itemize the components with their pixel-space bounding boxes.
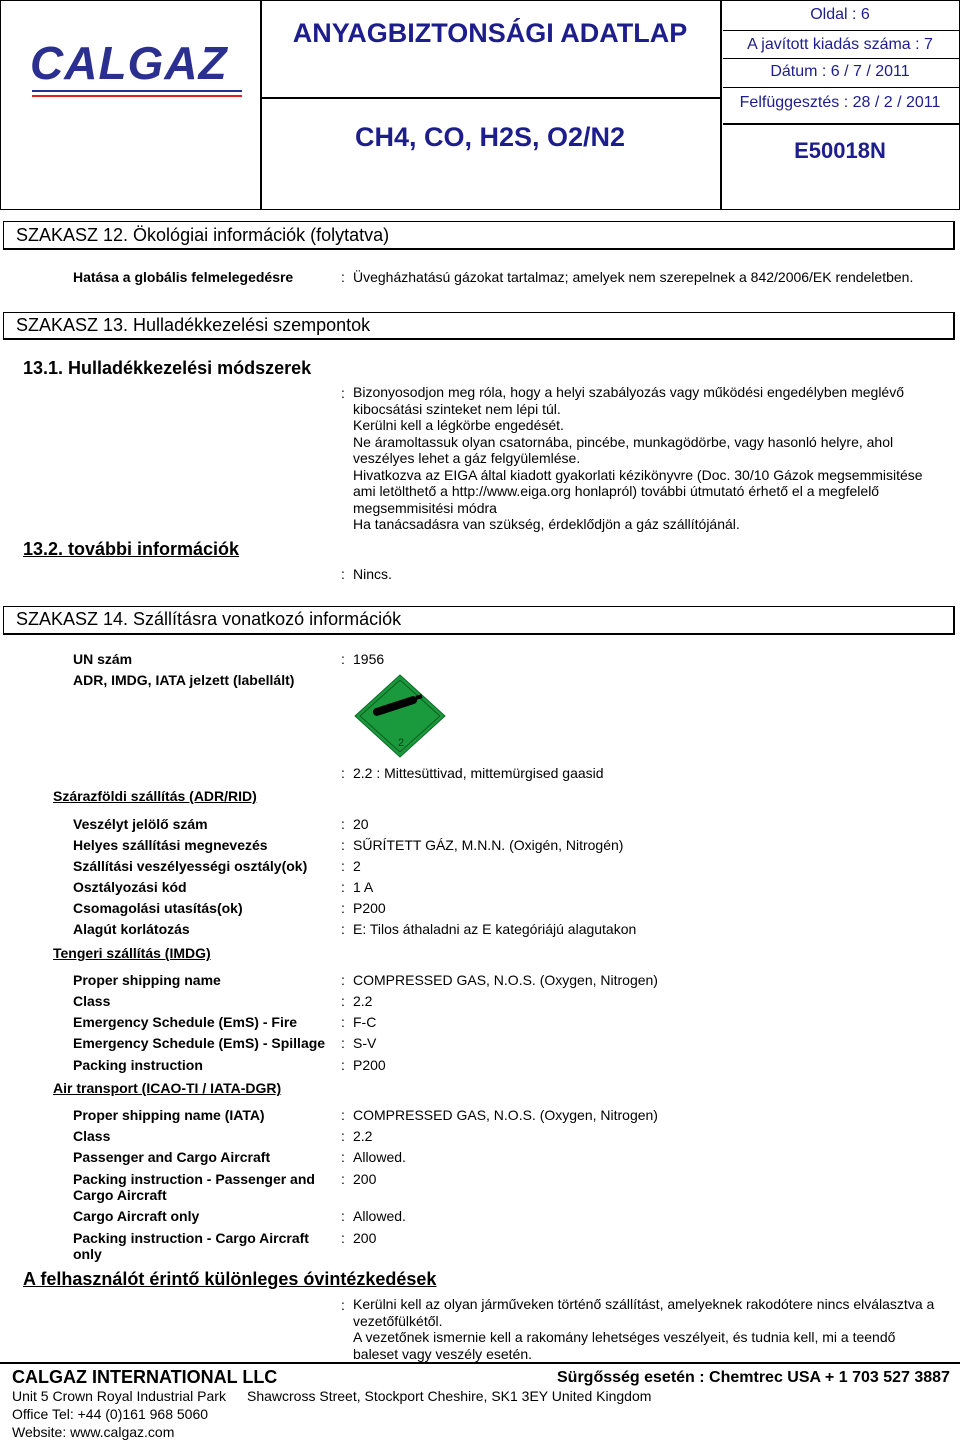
label-line: Osztályozási kód xyxy=(73,879,187,895)
colon: : xyxy=(341,1035,345,1051)
label-line: Packing instruction - Cargo Aircraft xyxy=(73,1230,309,1246)
gas-cylinder-hazard-icon xyxy=(354,674,446,758)
product-name: CH4, CO, H2S, O2/N2 xyxy=(354,122,626,152)
colon: : xyxy=(341,1208,345,1224)
additional-info-value: Nincs. xyxy=(353,566,392,582)
colon: : xyxy=(341,900,345,916)
text-line: Hivatkozva az EIGA által kiadott gyakorlati kézikönyvre (Doc. 30/10 Gázok megsemmisitése xyxy=(353,466,923,483)
header-divider xyxy=(723,30,959,31)
un-value: 1956 xyxy=(353,651,385,667)
text-line: baleset vagy veszély esetén. xyxy=(353,1345,532,1362)
colon: : xyxy=(341,1149,345,1165)
footer-address-2: Shawcross Street, Stockport Cheshire, SK1 3EY United Kingdom xyxy=(247,1388,652,1404)
field-label xyxy=(73,1171,315,1203)
field-value: 2 xyxy=(353,858,361,874)
footer-divider xyxy=(0,1362,960,1364)
label-line: Cargo Aircraft xyxy=(73,1187,167,1203)
label-line: Alagút korlátozás xyxy=(73,921,190,937)
text-line: Bizonyosodjon meg róla, hogy a helyi szabályozás vagy működési engedélyben meglévő xyxy=(353,384,904,400)
colon: : xyxy=(341,993,345,1009)
field-value: 200 xyxy=(353,1171,377,1187)
supersedes-date: Felfüggesztés : 28 / 2 / 2011 xyxy=(739,94,941,111)
label-label: ADR, IMDG, IATA jelzett (labellált) xyxy=(73,672,295,688)
label-line: Cargo Aircraft only xyxy=(73,1208,200,1224)
field-label xyxy=(73,816,208,832)
section-12-title: SZAKASZ 12. Ökológiai információk (folytatva) xyxy=(3,221,955,250)
colon: : xyxy=(341,651,345,667)
text-line: A vezetőnek ismernie kell a rakomány lehetséges veszélyeit, és tudnia kell, mi a teendő xyxy=(353,1329,896,1345)
header-divider xyxy=(723,123,959,125)
colon: : xyxy=(341,921,345,937)
label-line: Proper shipping name (IATA) xyxy=(73,1107,265,1123)
field-label xyxy=(73,1208,199,1224)
header-divider xyxy=(723,58,959,59)
field-label xyxy=(73,879,187,895)
sea-transport-title: Tengeri szállítás (IMDG) xyxy=(53,945,211,961)
label-line: Emergency Schedule (EmS) - Spillage xyxy=(73,1035,326,1051)
text-line: megsemmisitési módra xyxy=(353,499,497,516)
field-label xyxy=(73,1014,297,1030)
field-label xyxy=(73,1230,309,1262)
colon: : xyxy=(341,972,345,988)
colon: : xyxy=(341,1230,345,1246)
document-title: ANYAGBIZTONSÁGI ADATLAP xyxy=(292,18,688,48)
field-label xyxy=(73,921,190,937)
header-divider xyxy=(723,87,959,88)
field-value: 200 xyxy=(353,1230,377,1246)
field-label xyxy=(73,1128,110,1144)
special-precautions-text xyxy=(353,1296,953,1362)
label-line: Szállítási veszélyességi osztály(ok) xyxy=(73,858,308,874)
label-line: Emergency Schedule (EmS) - Fire xyxy=(73,1014,298,1030)
field-value: 2.2 xyxy=(353,993,373,1009)
gw-label: Hatása a globális felmelegedésre xyxy=(73,269,294,285)
text-line: veszélyes lehet a gáz felgyülemlése. xyxy=(353,450,581,466)
field-value: 20 xyxy=(353,816,369,832)
field-label xyxy=(73,858,307,874)
text-line: ami letölthető a http://www.eiga.org honlapról) további útmutató érhető el a megfelelő xyxy=(353,483,880,499)
heading-13-1: 13.1. Hulladékkezelési módszerek xyxy=(23,358,312,378)
section-13-title: SZAKASZ 13. Hulladékkezelési szempontok xyxy=(3,312,955,340)
colon: : xyxy=(341,1014,345,1030)
footer-website: Website: www.calgaz.com xyxy=(12,1424,175,1440)
header-divider xyxy=(260,97,722,99)
page-number: Oldal : 6 xyxy=(810,6,870,23)
label-value: 2.2 : Mittesüttivad, mittemürgised gaasid xyxy=(353,765,604,781)
colon: : xyxy=(341,1107,345,1123)
colon: : xyxy=(341,765,345,781)
revision-date: Dátum : 6 / 7 / 2011 xyxy=(770,63,910,80)
product-code: E50018N xyxy=(794,138,886,163)
field-value: Allowed. xyxy=(353,1149,406,1165)
label-line: Packing instruction xyxy=(73,1057,203,1073)
colon: : xyxy=(341,269,345,285)
colon: : xyxy=(341,385,345,401)
field-value: E: Tilos áthaladni az E kategóriájú alagutakon xyxy=(353,921,637,937)
field-label xyxy=(73,972,221,988)
air-transport-title: Air transport (ICAO-TI / IATA-DGR) xyxy=(53,1080,282,1096)
un-label: UN szám xyxy=(73,651,133,667)
calgaz-logo: CALGAZ xyxy=(30,37,228,89)
special-precautions-title: A felhasználót érintő különleges óvintézkedések xyxy=(23,1269,437,1289)
text-line: vezetőfülkétől. xyxy=(353,1312,443,1329)
heading-13-2: 13.2. további információk xyxy=(23,539,240,559)
colon: : xyxy=(341,1128,345,1144)
field-value: P200 xyxy=(353,1057,386,1073)
footer-phone: Office Tel: +44 (0)161 968 5060 xyxy=(12,1406,209,1422)
colon: : xyxy=(341,1171,345,1187)
colon: : xyxy=(341,1057,345,1073)
field-label xyxy=(73,1035,325,1051)
label-line: Veszélyt jelölő szám xyxy=(73,816,208,832)
text-line: Kerülni kell az olyan járműveken történő szállítást, amelyeknek rakodótere nincs elválasztva a xyxy=(353,1296,935,1312)
field-value: S-V xyxy=(353,1035,377,1051)
field-value: 1 A xyxy=(353,879,374,895)
colon: : xyxy=(341,566,345,582)
section-14-title: SZAKASZ 14. Szállításra vonatkozó információk xyxy=(3,606,955,635)
field-label xyxy=(73,1149,270,1165)
text-line: kibocsátási szinteket nem lépi túl. xyxy=(353,400,561,417)
colon: : xyxy=(341,837,345,853)
colon: : xyxy=(341,1297,345,1313)
text-line: Kerülni kell a légkörbe engedését. xyxy=(353,417,564,433)
footer-address-1: Unit 5 Crown Royal Industrial Park xyxy=(12,1388,226,1404)
diamond-number: 2 xyxy=(398,737,405,749)
label-line: Passenger and Cargo Aircraft xyxy=(73,1149,271,1165)
footer-company: CALGAZ INTERNATIONAL LLC xyxy=(12,1367,278,1387)
field-label xyxy=(73,900,243,916)
gw-value: Üvegházhatású gázokat tartalmaz; amelyek nem szerepelnek a 842/2006/EK rendeletben. xyxy=(353,269,914,285)
field-value: F-C xyxy=(353,1014,377,1030)
field-value: Allowed. xyxy=(353,1208,406,1224)
field-label xyxy=(73,993,110,1009)
text-line: Ne áramoltassuk olyan csatornába, pincébe, munkagödörbe, vagy hasonló helyre, ahol xyxy=(353,433,894,450)
label-line: only xyxy=(73,1246,102,1262)
colon: : xyxy=(341,816,345,832)
field-label xyxy=(73,837,268,853)
field-value: P200 xyxy=(353,900,386,916)
colon: : xyxy=(341,858,345,874)
label-line: Proper shipping name xyxy=(73,972,221,988)
label-line: Class xyxy=(73,993,111,1009)
label-line: Packing instruction - Passenger and xyxy=(73,1171,315,1187)
field-label xyxy=(73,1107,265,1123)
label-line: Class xyxy=(73,1128,111,1144)
field-label xyxy=(73,1057,203,1073)
footer-emergency: Sürgősség esetén : Chemtrec USA + 1 703 527 3887 xyxy=(557,1369,950,1386)
text-line: Ha tanácsadásra van szükség, érdeklődjön a gáz szállítójánál. xyxy=(353,516,740,532)
logo-stripe xyxy=(32,90,242,92)
field-value: 2.2 xyxy=(353,1128,373,1144)
road-transport-title: Szárazföldi szállítás (ADR/RID) xyxy=(53,788,257,804)
logo-stripe xyxy=(32,95,242,97)
label-line: Helyes szállítási megnevezés xyxy=(73,837,268,853)
colon: : xyxy=(341,879,345,895)
label-line: Csomagolási utasítás(ok) xyxy=(73,900,243,916)
field-value: COMPRESSED GAS, N.O.S. (Oxygen, Nitrogen) xyxy=(353,1107,658,1123)
field-value: COMPRESSED GAS, N.O.S. (Oxygen, Nitrogen) xyxy=(353,972,658,988)
disposal-methods-text xyxy=(353,384,953,533)
field-value: SŰRÍTETT GÁZ, M.N.N. (Oxigén, Nitrogén) xyxy=(353,837,624,853)
revision-number: A javított kiadás száma : 7 xyxy=(747,36,933,53)
